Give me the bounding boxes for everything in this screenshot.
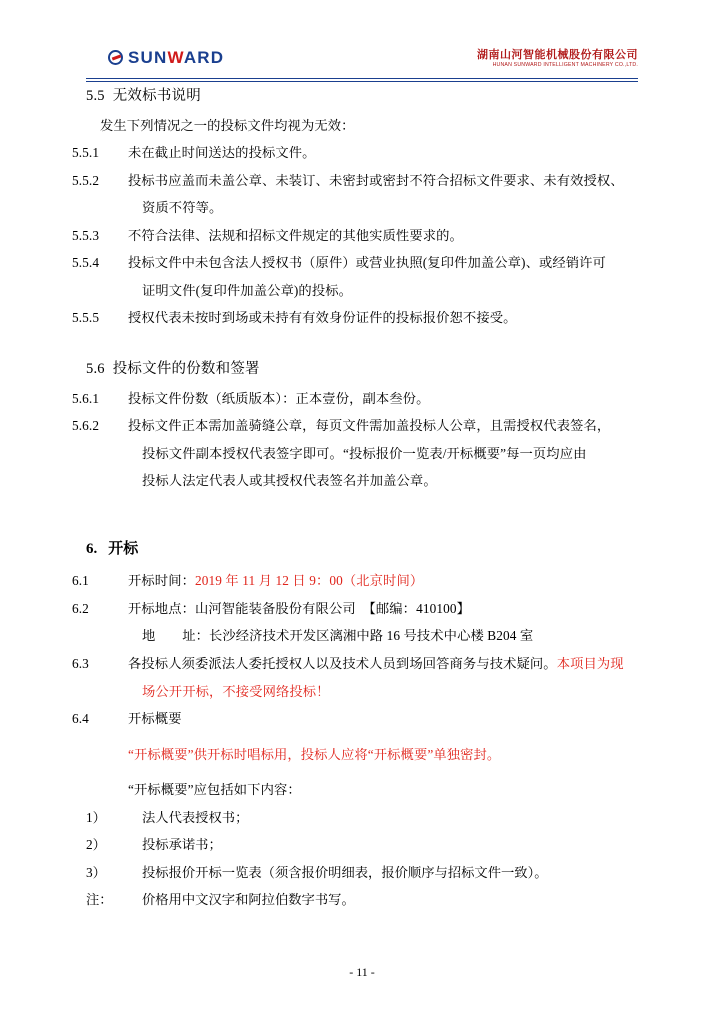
heading-5-5-number: 5.5 [86, 88, 105, 104]
clause-value-6-1: 2019 年 11 月 12 日 9：00（北京时间） [194, 573, 424, 589]
clause-text-5-5-1: 未在截止时间送达的投标文件。 [128, 145, 316, 161]
note-label: 注： [86, 892, 113, 908]
sunward-logo [108, 48, 224, 68]
page-header [86, 48, 638, 82]
company-name-block [477, 50, 638, 68]
paragraph-5-6-1 [72, 388, 638, 410]
heading-5-5-text: 无效标书说明 [112, 88, 201, 104]
clause-number-5-5-1: 5.5.1 [72, 145, 100, 161]
clause-text-6-3: 各投标人须委派法人委托授权人以及技术人员到场回答商务与技术疑问。 [128, 655, 557, 671]
logo-mark-icon [108, 50, 125, 67]
list-item [86, 834, 638, 856]
paragraph-5-5-4 [72, 252, 638, 274]
paragraph-5-6-2-cont1: 投标文件副本授权代表签字即可。“投标报价一览表/开标概要”每一页均应由 [142, 445, 587, 461]
paragraph-5-5-2-cont: 资质不符等。 [142, 200, 223, 216]
list-item-1-text: 法人代表授权书； [142, 809, 249, 825]
heading-5-6-number: 5.6 [86, 361, 105, 377]
logo-text-part3: ARD [183, 48, 225, 67]
paragraph-5-5-3 [72, 225, 638, 247]
paragraph-6-2 [72, 598, 638, 620]
page-number: - 11 - [349, 965, 375, 979]
address-value: 长沙经济技术开发区漓湘中路 16 号技术中心楼 B204 室 [208, 628, 534, 644]
clause-number-5-6-1: 5.6.1 [72, 390, 100, 406]
paragraph-6-4-note-red: “开标概要”供开标时唱标用，投标人应将“开标概要”单独密封。 [128, 746, 501, 762]
heading-6-number: 6. [86, 540, 98, 557]
list-item [86, 862, 638, 884]
clause-number-5-5-2: 5.5.2 [72, 172, 100, 188]
paragraph-5-5-2 [72, 170, 638, 192]
note-text: 价格用中文汉字和阿拉伯数字书写。 [142, 892, 355, 908]
paragraph-6-3 [72, 653, 638, 675]
page-footer [0, 965, 724, 980]
paragraph-6-1 [72, 570, 638, 592]
clause-number-5-6-2: 5.6.2 [72, 418, 100, 434]
paragraph-5-6-2-cont2: 投标人法定代表人或其授权代表签名并加盖公章。 [142, 473, 437, 489]
clause-text-5-5-3: 不符合法律、法规和招标文件规定的其他实质性要求的。 [128, 227, 463, 243]
logo-text-part1: SUN [128, 48, 168, 67]
clause-number-6-2: 6.2 [72, 600, 89, 616]
address-label: 地 址： [142, 628, 209, 644]
list-item-3-text: 投标报价开标一览表（须含报价明细表，报价顺序与招标文件一致）。 [142, 864, 548, 880]
clause-number-5-5-3: 5.5.3 [72, 227, 100, 243]
clause-number-6-1: 6.1 [72, 573, 89, 589]
list-item-2-text: 投标承诺书； [142, 837, 222, 853]
paragraph-6-2-address [86, 625, 638, 647]
clause-text-5-6-2: 投标文件正本需加盖骑缝公章，每页文件需加盖投标人公章，且需授权代表签名， [128, 418, 611, 434]
clause-text-5-5-4: 投标文件中未包含法人授权书（原件）或营业执照(复印件加盖公章)、或经销许可 [128, 255, 606, 271]
list-item [86, 807, 638, 829]
logo-wordmark [128, 48, 224, 68]
paragraph-5-5-1 [72, 142, 638, 164]
heading-6 [86, 538, 638, 561]
clause-label-6-1: 开标时间： [128, 573, 195, 589]
header-divider-thin [86, 81, 638, 82]
document-content [72, 86, 638, 917]
company-name-en: HUNAN SUNWARD INTELLIGENT MACHINERY CO.,LTD. [492, 61, 638, 68]
clause-text-5-5-5: 授权代表未按时到场或未持有有效身份证件的投标报价恕不接受。 [128, 310, 517, 326]
company-name-cn: 湖南山河智能机械股份有限公司 [477, 49, 638, 61]
logo-text-part2: W [167, 48, 184, 67]
heading-5-5 [86, 86, 638, 108]
list-item-1-number: 1） [86, 809, 106, 825]
paragraph-6-4-lead: “开标概要”应包括如下内容： [128, 782, 301, 798]
paragraph-6-3-cont: 场公开开标，不接受网络投标！ [142, 683, 330, 699]
heading-6-text: 开标 [108, 540, 139, 557]
heading-5-6 [86, 359, 638, 381]
note-row [86, 889, 638, 911]
clause-number-6-3: 6.3 [72, 655, 89, 671]
clause-number-5-5-5: 5.5.5 [72, 310, 100, 326]
clause-text-5-6-1: 投标文件份数（纸质版本）：正本壹份，副本叁份。 [128, 390, 430, 406]
paragraph-5-5-4-cont: 证明文件(复印件加盖公章)的投标。 [142, 282, 353, 298]
clause-text-6-3-red: 本项目为现 [556, 655, 624, 671]
paragraph-5-5-5 [72, 307, 638, 329]
clause-text-6-4: 开标概要 [128, 711, 182, 727]
paragraph-5-5-intro: 发生下列情况之一的投标文件均视为无效： [100, 117, 355, 133]
list-item-2-number: 2） [86, 837, 106, 853]
list-item-3-number: 3） [86, 864, 106, 880]
header-divider-thick [86, 78, 638, 79]
clause-number-5-5-4: 5.5.4 [72, 255, 100, 271]
clause-text-6-2: 开标地点：山河智能装备股份有限公司 【邮编：410100】 [128, 600, 470, 616]
clause-text-5-5-2: 投标书应盖而未盖公章、未装订、未密封或密封不符合招标文件要求、未有效授权、 [128, 172, 624, 188]
paragraph-5-6-2 [72, 415, 638, 437]
heading-5-6-text: 投标文件的份数和签署 [112, 361, 260, 377]
clause-number-6-4: 6.4 [72, 711, 89, 727]
paragraph-6-4 [72, 708, 638, 730]
